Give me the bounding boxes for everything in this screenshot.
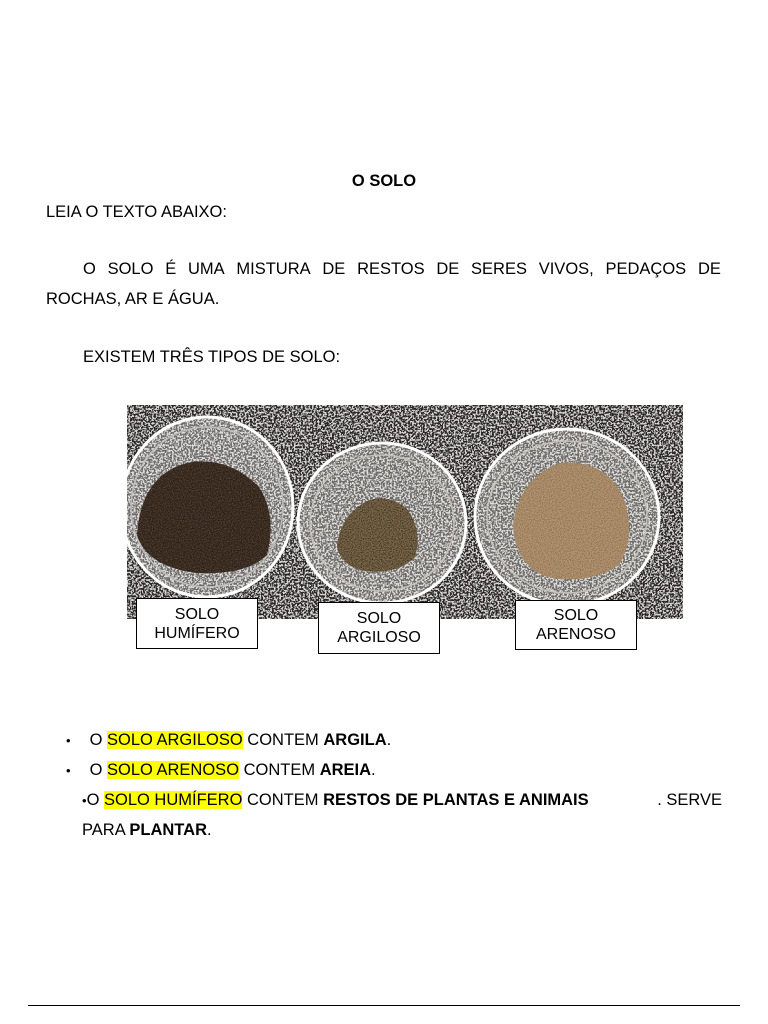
fact-highlight: SOLO ARENOSO xyxy=(106,761,240,779)
label-solo-argiloso xyxy=(318,602,440,654)
fact-bold: ARGILA xyxy=(323,731,387,749)
paragraph-word: VIVOS, xyxy=(538,260,594,278)
fact-text: PARA xyxy=(82,821,130,839)
soil-samples-photo xyxy=(127,405,683,619)
label-solo-arenoso xyxy=(515,600,637,650)
fact-text: . xyxy=(207,821,212,839)
instruction-text: LEIA O TEXTO ABAIXO: xyxy=(46,203,227,221)
fact-text: CONTEM xyxy=(242,791,324,809)
fact-bold: AREIA xyxy=(319,761,372,779)
paragraph-word: O xyxy=(83,260,96,278)
paragraph-word: SOLO xyxy=(107,260,154,278)
fact-highlight: SOLO HUMÍFERO xyxy=(103,791,243,809)
fact-text: CONTEM xyxy=(242,731,324,749)
page-title: O SOLO xyxy=(351,172,417,190)
paragraph-word: SERES xyxy=(471,260,527,278)
fact-text: O xyxy=(89,761,107,779)
paragraph-word: UMA xyxy=(187,260,225,278)
bullet-icon: • xyxy=(66,763,71,778)
paragraph-word: DE xyxy=(697,260,721,278)
label-line: SOLO xyxy=(553,607,599,624)
paragraph-word: RESTOS xyxy=(357,260,425,278)
paragraph-word: DE xyxy=(322,260,346,278)
fact-arenoso xyxy=(66,761,376,780)
bullet-icon: • xyxy=(82,793,87,808)
label-line: HUMÍFERO xyxy=(154,624,240,642)
fact-humifero-continued xyxy=(82,821,212,840)
fact-text: . SERVE xyxy=(657,791,722,809)
paragraph-line-2: ROCHAS, AR E ÁGUA. xyxy=(46,290,220,308)
fact-bold: PLANTAR xyxy=(129,821,207,839)
paragraph-line-1 xyxy=(83,260,721,279)
fact-humifero xyxy=(82,791,722,810)
types-intro-text: EXISTEM TRÊS TIPOS DE SOLO: xyxy=(83,348,341,366)
fact-text: O xyxy=(86,791,104,809)
fact-text: . xyxy=(371,761,376,779)
footer-divider xyxy=(28,1005,740,1006)
label-line: SOLO xyxy=(174,605,220,623)
paragraph-word: MISTURA xyxy=(236,260,311,278)
paragraph-word: DE xyxy=(436,260,460,278)
fact-text: O xyxy=(89,731,107,749)
label-line: ARENOSO xyxy=(535,626,616,643)
fact-highlight: SOLO ARGILOSO xyxy=(106,731,243,749)
label-solo-humifero xyxy=(136,598,258,649)
paragraph-word: PEDAÇOS xyxy=(605,260,687,278)
fact-argiloso xyxy=(66,731,391,750)
label-line: ARGILOSO xyxy=(337,629,421,646)
fact-text: . xyxy=(386,731,392,749)
fact-text: CONTEM xyxy=(239,761,320,779)
fact-bold: RESTOS DE PLANTAS E ANIMAIS xyxy=(323,791,589,809)
label-line: SOLO xyxy=(356,610,402,627)
paragraph-word: É xyxy=(165,260,177,278)
bullet-icon: • xyxy=(66,733,71,748)
